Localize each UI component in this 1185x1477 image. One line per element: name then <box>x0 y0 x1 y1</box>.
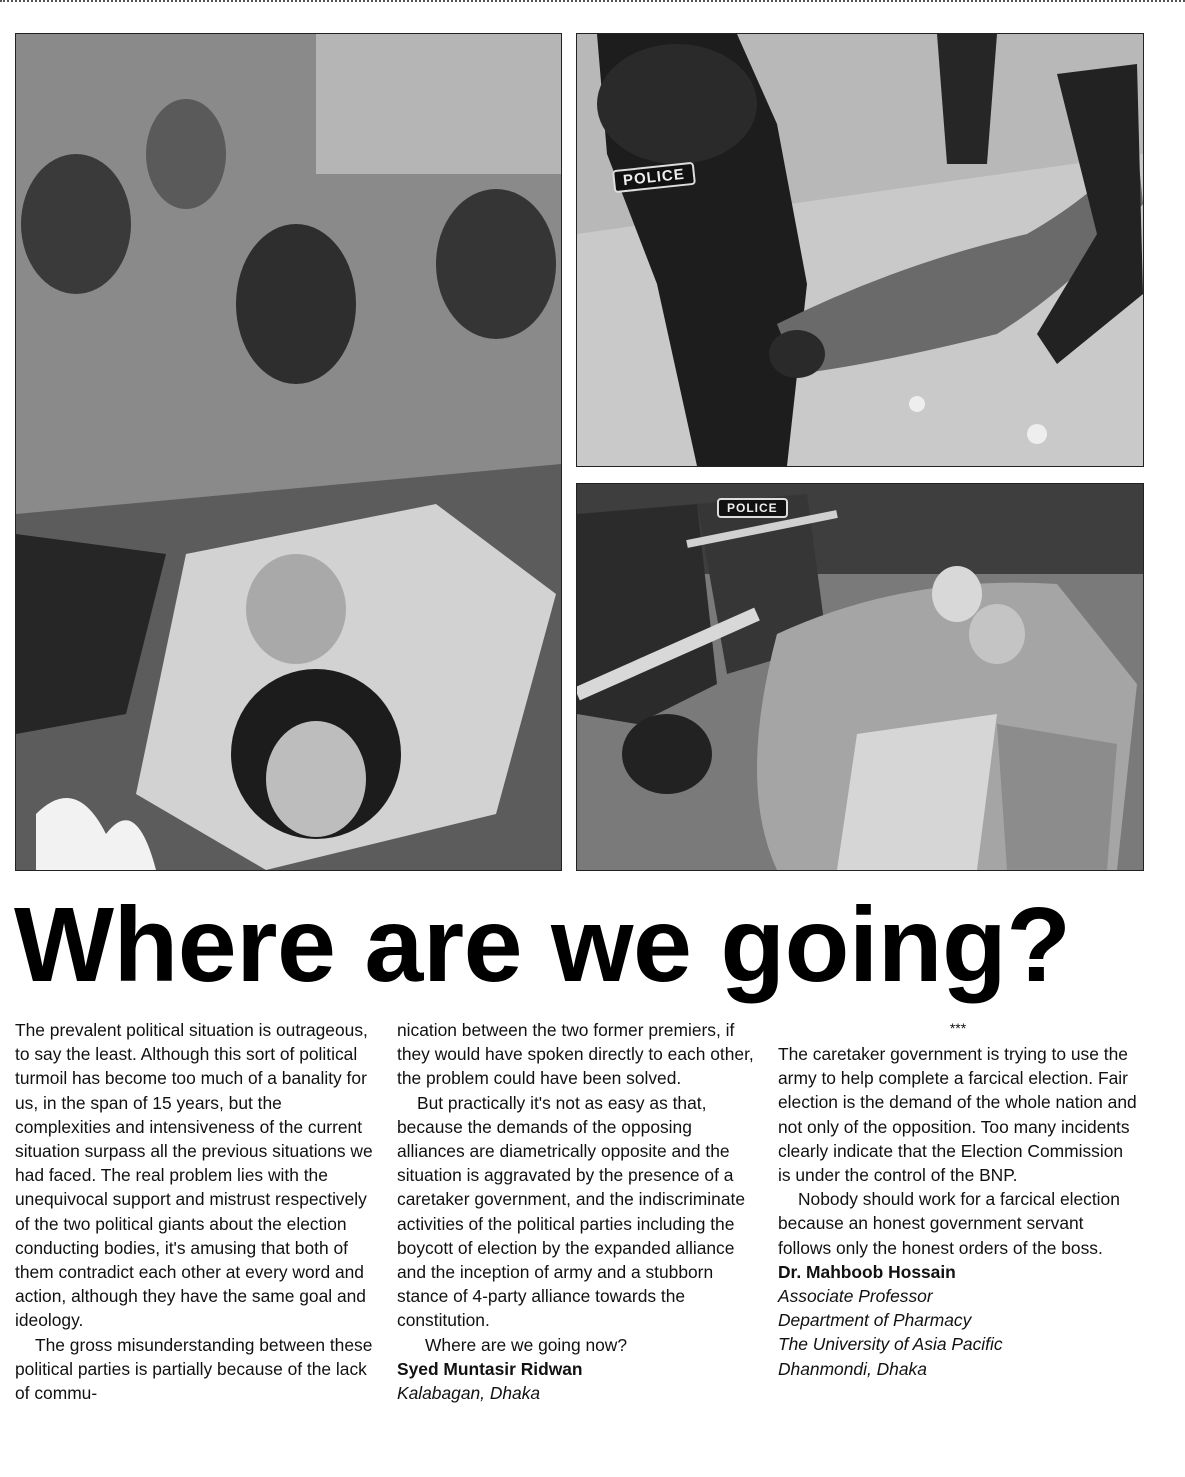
letter-1-affiliation <box>397 1381 757 1405</box>
letter-1-paragraph-2-part-2: nication between the two former premiers, if they would have spoken directly to each other, the problem could have been solved. <box>397 1020 754 1089</box>
letter-2-affiliation-location: Dhanmondi, Dhaka <box>778 1358 927 1379</box>
letter-1-author: Syed Muntasir Ridwan <box>397 1358 583 1379</box>
letter-2-affiliation <box>778 1284 1138 1381</box>
letter-column-1 <box>15 1018 375 1405</box>
letter-1-closing-question: Where are we going now? <box>425 1334 628 1355</box>
letter-2-author: Dr. Mahboob Hossain <box>778 1261 956 1282</box>
photo-police-dragging-man <box>576 33 1144 467</box>
letter-separator: *** <box>949 1020 967 1036</box>
police-vest-label-2: POLICE <box>717 498 788 518</box>
letter-2-affiliation-title: Associate Professor <box>778 1286 933 1307</box>
page-headline: Where are we going? <box>14 886 1071 1004</box>
letter-1-paragraph-2-part-1: The gross misunderstanding between these political parties is partially because of the lack of commu- <box>15 1334 373 1404</box>
clash-photo-graphic <box>577 484 1143 870</box>
photo-police-clash-crowd <box>576 483 1144 871</box>
letter-2-affiliation-department: Department of Pharmacy <box>778 1310 972 1331</box>
photo-protesters-burning-posters <box>15 33 562 871</box>
police-photo-graphic <box>577 34 1143 466</box>
letter-2-paragraph-1: The caretaker government is trying to use the army to help complete a farcical election. Fair election is the demand of the whole nation and not only of the opposition. Too many incidents clearly indicate that the Election Commission is under the control of the BNP. <box>778 1044 1137 1186</box>
letter-column-2 <box>397 1018 757 1405</box>
letter-1-paragraph-3: But practically it's not as easy as that, because the demands of the opposing alliances are diametrically opposite and the situation is aggravated by the presence of a caretaker government, and the indiscriminate activities of the political parties including the boycott of election by the expanded alliance and the inception of army and a stubborn stance of 4-party alliance towards the constitution. <box>397 1092 745 1331</box>
protest-photo-graphic <box>16 34 561 870</box>
letter-2-affiliation-university: The University of Asia Pacific <box>778 1334 1003 1355</box>
letter-1-affiliation-line: Kalabagan, Dhaka <box>397 1383 541 1404</box>
letter-2-paragraph-2: Nobody should work for a farcical election because an honest government servant follows only the honest orders of the boss. <box>778 1189 1120 1258</box>
police-vest-label: POLICE <box>612 162 696 193</box>
letter-column-3 <box>778 1018 1138 1381</box>
top-dotted-rule <box>0 0 1185 2</box>
letter-1-paragraph-1: The prevalent political situation is outrageous, to say the least. Although this sort of political turmoil has become too much of a banality for us, in the span of 15 years, but the complexities and intensiveness of the current situation surpass all the previous situations we had faced. The real problem lies with the unequivocal support and mistrust respectively of the two political giants about the election conducting bodies, it's amusing that both of them contradict each other at every word and action, although they have the same goal and ideology. <box>15 1020 373 1331</box>
